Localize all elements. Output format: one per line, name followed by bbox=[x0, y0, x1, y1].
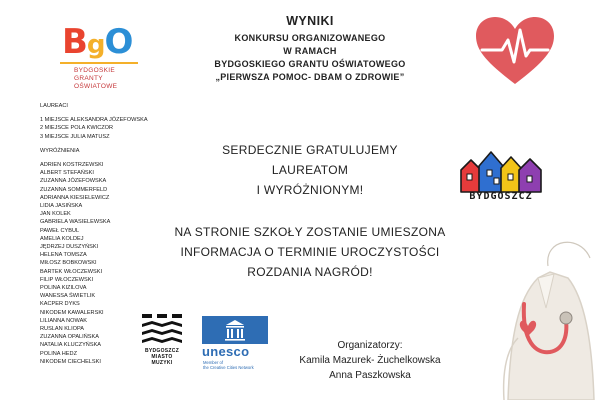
organizers bbox=[275, 338, 465, 383]
city-of-music-text: BYDGOSZCZ MIASTO MUZYKI bbox=[144, 348, 180, 366]
distinction-item: ZUZANNA SOMMERFELD bbox=[40, 186, 108, 193]
bgo-logo-subtitle: BYDGOSKIE GRANTY OŚWIATOWE bbox=[74, 67, 118, 90]
ceremony-info-text: NA STRONIE SZKOŁY ZOSTANIE UMIESZONA INFORMACJA O TERMINIE UROCZYSTOŚCI ROZDANIA NAGRÓD! bbox=[174, 225, 446, 279]
distinction-item: POLINA HEDZ bbox=[40, 350, 77, 357]
organizer-name: Anna Paszkowska bbox=[329, 370, 411, 381]
organizer-name: Kamila Mazurek- Żuchelkowska bbox=[299, 355, 441, 366]
distinction-item: JĘDRZEJ DUSZYŃSKI bbox=[40, 244, 99, 251]
distinction-item: HELENA TOMSZA bbox=[40, 252, 87, 259]
distinction-item: POLINA KIZILOVA bbox=[40, 285, 87, 292]
bydgoszcz-houses-icon bbox=[451, 148, 551, 194]
distinction-item: ADRIEN KOSTRZEWSKI bbox=[40, 162, 104, 169]
unesco-emblem bbox=[202, 316, 268, 344]
city-of-music-icon bbox=[138, 312, 186, 346]
distinction-item: ADRIANNA KIESIELEWICZ bbox=[40, 194, 110, 201]
distinction-item: ZUZANNA OPALIŃSKA bbox=[40, 334, 99, 341]
distinction-item: MIŁOSZ BOBKOWSKI bbox=[40, 260, 97, 267]
distinction-item: FILIP WŁOCZEWSKI bbox=[40, 276, 94, 283]
laureate-item: 2 MIEJSCE POLA KWICZOR bbox=[40, 125, 114, 132]
results-title: WYNIKI bbox=[286, 14, 334, 28]
unesco-wordmark: unesco bbox=[202, 344, 250, 359]
distinction-item: BARTEK WŁOCZEWSKI bbox=[40, 268, 103, 275]
distinction-item: NIKODEM CIECHELSKI bbox=[40, 358, 101, 365]
unesco-logo bbox=[202, 316, 268, 372]
laureates-heading: LAUREACI bbox=[40, 103, 68, 109]
distinction-item: JAN KOLEK bbox=[40, 211, 71, 218]
laureate-item: 1 MIEJSCE ALEKSANDRA JÓZEFOWSKA bbox=[40, 117, 148, 124]
header-line: KONKURSU ORGANIZOWANEGO bbox=[234, 33, 386, 43]
distinction-item: RUSLAN KLIOPA bbox=[40, 326, 85, 333]
distinction-item: NATALIA KLUCZYŃSKA bbox=[40, 342, 102, 349]
header-line: BYDGOSKIEGO GRANTU OŚWIATOWEGO bbox=[214, 59, 406, 69]
distinction-item: GABRIELA WASIELEWSKA bbox=[40, 219, 111, 226]
bgo-logo bbox=[52, 22, 138, 94]
unesco-temple-icon bbox=[202, 316, 268, 344]
distinction-item: PAWEŁ CYBUL bbox=[40, 227, 80, 234]
organizers-heading: Organizatorzy: bbox=[337, 340, 403, 351]
header-line: „PIERWSZA POMOC- DBAM O ZDROWIE” bbox=[215, 72, 405, 82]
distinction-item: AMELIA KOLDEJ bbox=[40, 235, 84, 242]
bgo-logo-mark: BgO bbox=[62, 22, 133, 62]
bydgoszcz-logo-text: BYDGOSZCZ bbox=[469, 191, 533, 202]
header-line: W RAMACH bbox=[283, 46, 337, 56]
bydgoszcz-logo bbox=[451, 148, 551, 210]
heart-pulse-icon bbox=[474, 16, 556, 86]
city-of-music-logo bbox=[138, 312, 186, 372]
distinction-item: LIDIA JASIŃSKA bbox=[40, 203, 83, 210]
distinction-item: LILIANNA NOWAK bbox=[40, 317, 88, 324]
distinction-item: ALBERT STEFAŃSKI bbox=[40, 170, 94, 177]
distinction-item: ZUZANNA JÓZEFOWSKA bbox=[40, 178, 107, 185]
bgo-logo-underline bbox=[60, 62, 138, 64]
doctor-stethoscope-icon bbox=[488, 238, 600, 400]
distinction-item: WANESSA ŚWIETLIK bbox=[40, 293, 96, 300]
unesco-subtitle: Member of the Creative Cities Network bbox=[203, 360, 254, 370]
congratulations-text: SERDECZNIE GRATULUJEMY LAUREATOM I WYRÓŻNIONYM! bbox=[222, 143, 398, 197]
distinction-item: KACPER DYKS bbox=[40, 301, 80, 308]
laureate-item: 3 MIEJSCE JULIA MATUSZ bbox=[40, 133, 110, 140]
results-header bbox=[175, 14, 445, 84]
distinction-item: NIKODEM KAWALERSKI bbox=[40, 309, 104, 316]
distinctions-heading: WYRÓŻNIENIA bbox=[40, 147, 80, 154]
